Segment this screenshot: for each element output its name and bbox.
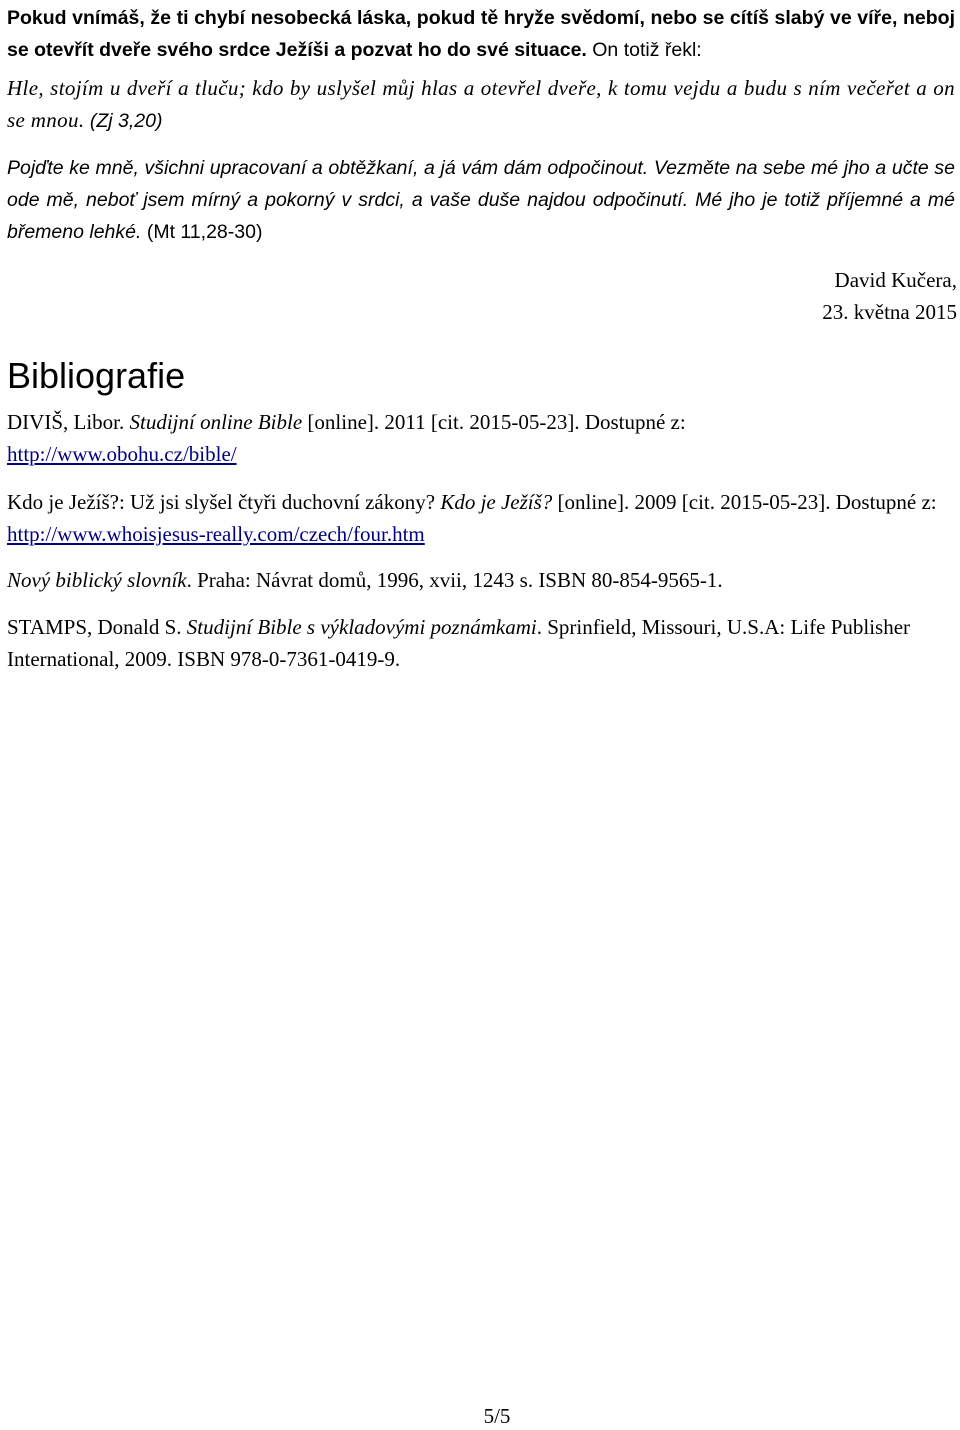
entry-author: DIVIŠ, Libor. (7, 410, 130, 434)
revelation-quote (7, 72, 955, 137)
entry-title: Nový biblický slovník (7, 568, 187, 592)
entry-author: Kdo je Ježíš?: Už jsi slyšel čtyři duchovní zákony? (7, 490, 441, 514)
entry-title: Studijní online Bible (129, 410, 303, 434)
signature (822, 264, 957, 328)
entry-link[interactable]: http://www.obohu.cz/bible/ (7, 442, 237, 466)
matthew-quote (7, 152, 955, 248)
revelation-quote-reference: (Zj 3,20) (84, 110, 163, 132)
matthew-quote-reference: (Mt 11,28-30) (141, 221, 263, 243)
signature-date: 23. května 2015 (822, 300, 957, 324)
intro-normal-text: On totiž řekl: (586, 39, 702, 61)
bibliography-entry (7, 611, 955, 675)
bibliography-entry (7, 406, 955, 470)
entry-details: [online]. 2011 [cit. 2015-05-23]. Dostupné z: (302, 410, 686, 434)
bibliography-entry (7, 486, 955, 550)
entry-details: . Praha: Návrat domů, 1996, xvii, 1243 s. ISBN 80-854-9565-1. (186, 568, 723, 592)
entry-author: STAMPS, Donald S. (7, 615, 187, 639)
revelation-quote-text: Hle, stojím u dveří a tluču; kdo by uslyšel můj hlas a otevřel dveře, k tomu vejdu a budu s ním večeřet a on se mnou. (7, 76, 955, 132)
bibliography-heading: Bibliografie (7, 355, 186, 396)
entry-details: . Sprinfield, Missouri, U.S.A: Life Publisher International, 2009. ISBN 978-0-7361-0419-9. (7, 615, 911, 671)
entry-title: Studijní Bible s výkladovými poznámkami (186, 615, 537, 639)
page-number: 5/5 (483, 1404, 511, 1428)
matthew-quote-text: Pojďte ke mně, všichni upracovaní a obtěžkaní, a já vám dám odpočinout. Vezměte na sebe mé jho a učte se ode mě, neboť jsem mírný a pokorný v srdci, a vaše duše najdou odpočinutí. Mé jho je totiž příjemné a mé břemeno lehké. (7, 157, 955, 243)
intro-paragraph (7, 2, 955, 66)
signature-author: David Kučera, (834, 268, 957, 292)
entry-link[interactable]: http://www.whoisjesus-really.com/czech/four.htm (7, 522, 425, 546)
bibliography-entry (7, 564, 955, 596)
intro-bold-text: Pokud vnímáš, že ti chybí nesobecká láska, pokud tě hryže svědomí, nebo se cítíš slabý ve víře, neboj se otevřít dveře svého srdce Ježíši a pozvat ho do své situace. (7, 7, 955, 61)
entry-details: [online]. 2009 [cit. 2015-05-23]. Dostupné z: (552, 490, 937, 514)
entry-title: Kdo je Ježíš? (440, 490, 553, 514)
